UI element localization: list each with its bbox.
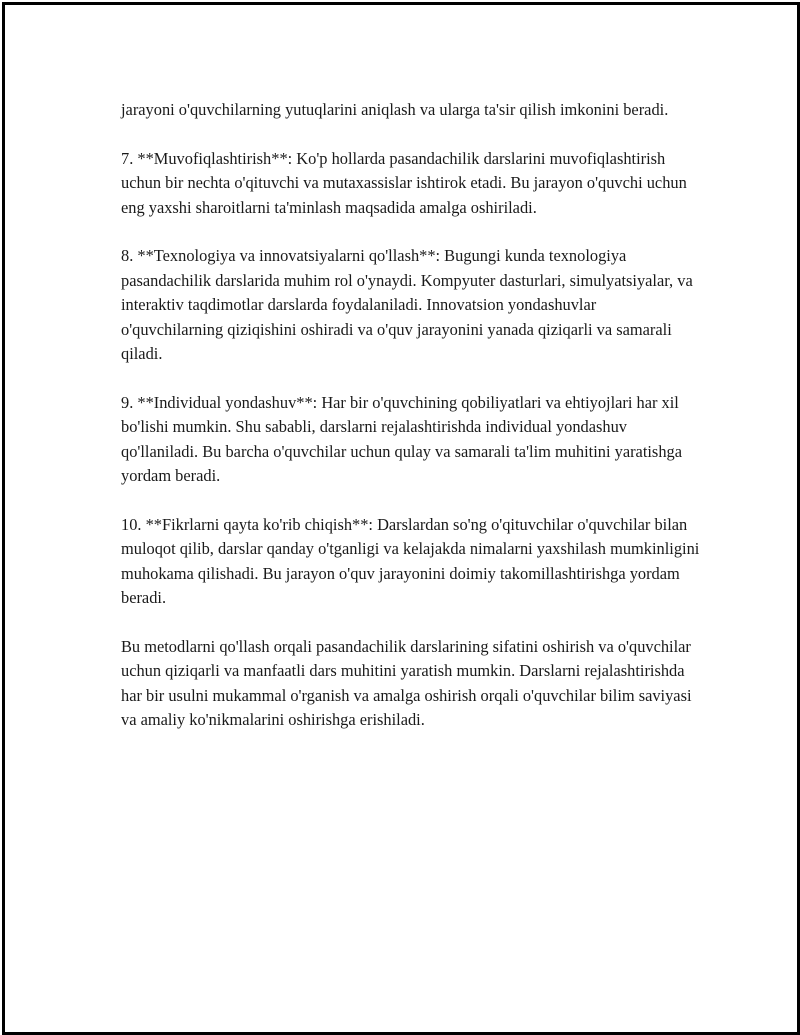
paragraph-item-8: 8. **Texnologiya va innovatsiyalarni qo'llash**: Bugungi kunda texnologiya pasandachilik darslarida muhim rol o'ynaydi. Kompyuter dasturlari, simulyatsiyalar, va interaktiv taqdimotlar darslarda foydalaniladi. Innovatsion yondashuvlar o'quvchilarning qiziqishini oshiradi va o'quv jarayonini yanada qiziqarli va samarali qiladi.: [121, 246, 693, 364]
paragraph-item-9: 9. **Individual yondashuv**: Har bir o'quvchining qobiliyatlari va ehtiyojlari har xil bo'lishi mumkin. Shu sababli, darslarni rejalashtirishda individual yondashuv qo'llaniladi. Bu barcha o'quvchilar uchun qulay va samarali ta'lim muhitini yaratishga yordam beradi.: [121, 392, 682, 486]
page-frame: [2, 2, 800, 1035]
page-content: [121, 98, 701, 732]
paragraph-conclusion: Bu metodlarni qo'llash orqali pasandachilik darslarining sifatini oshirish va o'quvchilar uchun qiziqarli va manfaatli dars muhitini yaratish mumkin. Darslarni rejalashtirishda har bir usulni mukammal o'rganish va amalga oshirish orqali o'quvchilar bilim saviyasi va amaliy ko'nikmalarini oshirishga erishiladi.: [121, 636, 692, 730]
paragraph-item-10: 10. **Fikrlarni qayta ko'rib chiqish**: Darslardan so'ng o'qituvchilar o'quvchilar bilan muloqot qilib, darslar qanday o'tganligi va kelajakda nimalarni yaxshilash mumkinligini muhokama qilishadi. Bu jarayon o'quv jarayonini doimiy takomillashtirishga yordam beradi.: [121, 514, 700, 608]
paragraph-continuation: jarayoni o'quvchilarning yutuqlarini aniqlash va ularga ta'sir qilish imkonini beradi.: [121, 100, 669, 119]
paragraph-item-7: 7. **Muvofiqlashtirish**: Ko'p hollarda pasandachilik darslarini muvofiqlashtirish uchun bir nechta o'qituvchi va mutaxassislar ishtirok etadi. Bu jarayon o'quvchi uchun eng yaxshi sharoitlarni ta'minlash maqsadida amalga oshiriladi.: [121, 148, 687, 217]
